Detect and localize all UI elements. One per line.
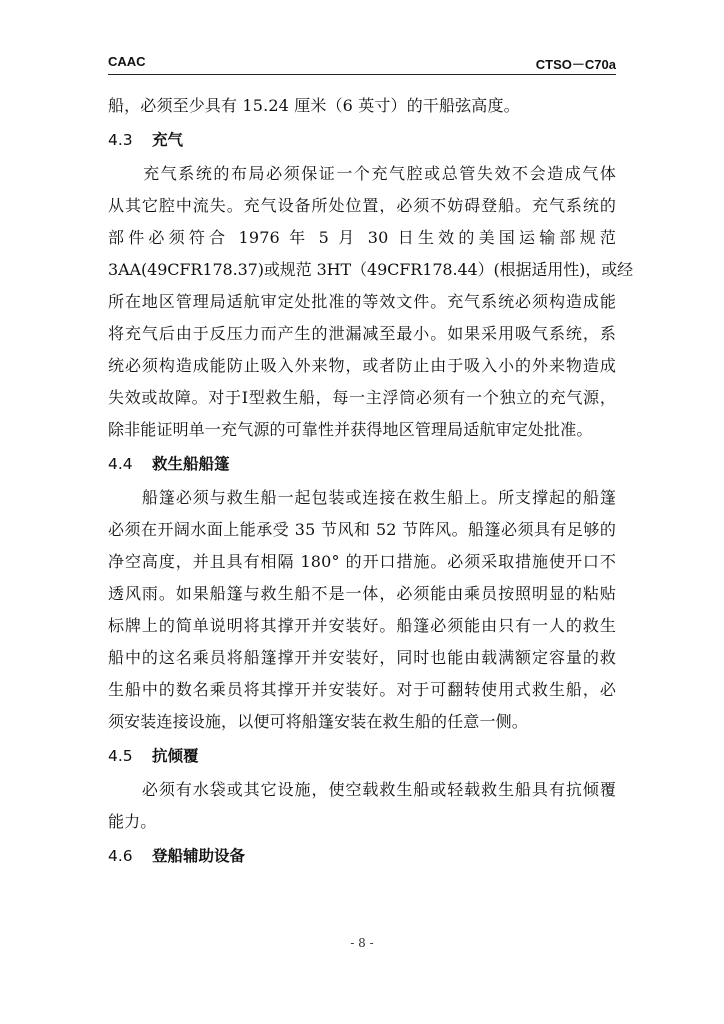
header-left: CAAC xyxy=(108,54,146,69)
header-right: CTSO－C70a xyxy=(535,57,616,72)
page-header xyxy=(108,52,616,75)
paragraph-line: 船，必须至少具有 15.24 厘米（6 英寸）的干船弦高度。 xyxy=(108,96,520,115)
paragraph-line: 除非能证明单一充气源的可靠性并获得地区管理局适航审定处批准。 xyxy=(108,420,593,439)
paragraph-line: 从其它腔中流失。充气设备所处位置，必须不妨碍登船。充气系统的 xyxy=(108,196,616,215)
paragraph-line: 必须在开阔水面上能承受 35 节风和 52 节阵风。船篷必须具有足够的 xyxy=(108,520,616,539)
section-title: 抗倾覆 xyxy=(152,747,199,765)
paragraph-line: 须安装连接设施，以便可将船篷安装在救生船的任意一侧。 xyxy=(108,712,528,731)
section-number: 4.4 xyxy=(108,455,133,473)
paragraph-line: 能力。 xyxy=(108,812,157,831)
page-number: - 8 - xyxy=(350,936,374,950)
document-body xyxy=(108,90,634,874)
paragraph-line: 必须有水袋或其它设施，使空载救生船或轻载救生船具有抗倾覆 xyxy=(108,780,616,799)
section-title: 充气 xyxy=(152,131,184,149)
paragraph-line: 统必须构造成能防止吸入外来物，或者防止由于吸入小的外来物造成 xyxy=(108,356,616,375)
paragraph-line: 充气系统的布局必须保证一个充气腔或总管失效不会造成气体 xyxy=(108,164,616,183)
section-number: 4.3 xyxy=(108,131,133,149)
paragraph-line: 船篷必须与救生船一起包装或连接在救生船上。所支撑起的船篷 xyxy=(108,488,616,507)
paragraph-line: 生船中的数名乘员将其撑开并安装好。对于可翻转使用式救生船，必 xyxy=(108,680,616,699)
paragraph-line: 3AA(49CFR178.37)或规范 3HT（49CFR178.44）(根据适用性)，或经 xyxy=(108,260,634,279)
section-title: 登船辅助设备 xyxy=(152,847,246,865)
paragraph-line: 透风雨。如果船篷与救生船不是一体，必须能由乘员按照明显的粘贴 xyxy=(108,584,616,603)
section-heading-4-5 xyxy=(108,738,616,774)
paragraph-line: 部件必须符合 1976 年 5 月 30 日生效的美国运输部规范 xyxy=(108,228,616,247)
paragraph-line: 将充气后由于反压力而产生的泄漏减至最小。如果采用吸气系统，系 xyxy=(108,324,616,343)
section-number: 4.5 xyxy=(108,747,133,765)
section-heading-4-6 xyxy=(108,838,616,874)
section-number: 4.6 xyxy=(108,847,133,865)
paragraph-line: 净空高度，并且具有相隔 180° 的开口措施。必须采取措施使开口不 xyxy=(108,552,616,571)
paragraph-line: 失效或故障。对于Ⅰ型救生船，每一主浮筒必须有一个独立的充气源， xyxy=(108,388,616,407)
section-heading-4-3 xyxy=(108,122,616,158)
paragraph-line: 船中的这名乘员将船篷撑开并安装好，同时也能由载满额定容量的救 xyxy=(108,648,616,667)
paragraph-line: 所在地区管理局适航审定处批准的等效文件。充气系统必须构造成能 xyxy=(108,292,616,311)
paragraph-line: 标牌上的简单说明将其撑开并安装好。船篷必须能由只有一人的救生 xyxy=(108,616,616,635)
section-title: 救生船船篷 xyxy=(152,455,230,473)
section-heading-4-4 xyxy=(108,446,616,482)
